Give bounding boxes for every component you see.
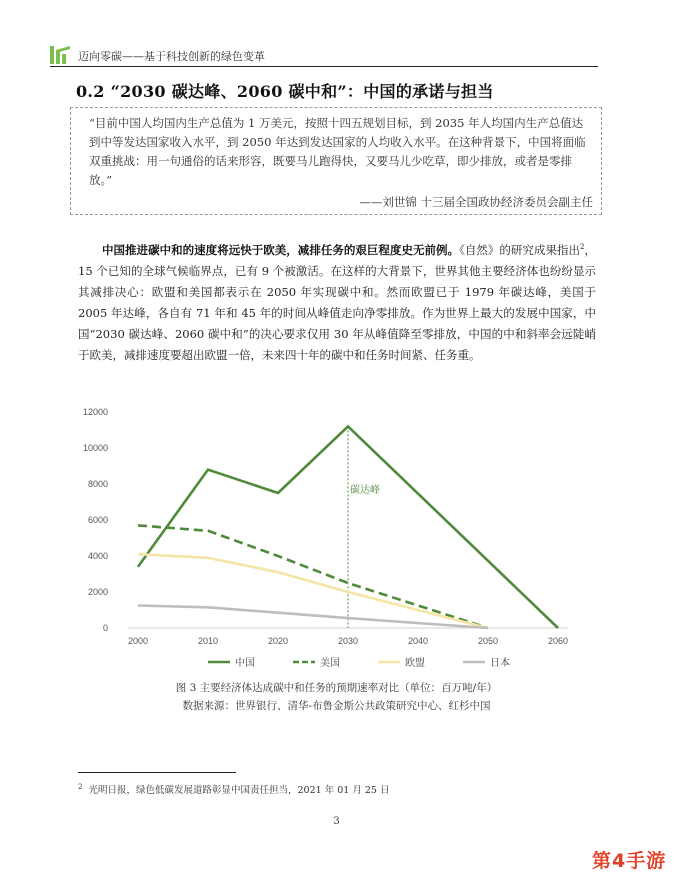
y-tick-label: 2000 — [87, 587, 108, 597]
quote-text: “目前中国人均国内生产总值为 1 万美元，按照十四五规划目标，到 2035 年人均国内生产总值达到中等发达国家收入水平，到 2050 年达到发达国家的人均收入水平。在这种背景下，中国将面临双重挑战：用一句通俗的话来形容，既要马儿跑得快，又要马儿少吃草，即少排放，或者是零排放。” — [89, 116, 586, 187]
x-tick-label: 2050 — [477, 636, 499, 646]
series-line-2 — [138, 554, 488, 628]
quote-attribution: ——刘世锦 十三届全国政协经济委员会副主任 — [359, 195, 593, 209]
section-title: 0.2 “2030 碳达峰、2060 碳中和”：中国的承诺与担当 — [76, 82, 494, 101]
y-tick-label: 10000 — [82, 443, 108, 453]
header-rule — [50, 66, 598, 67]
footnote-text: 光明日报，绿色低碳发展道路彰显中国责任担当，2021 年 01 月 25 日 — [88, 785, 390, 796]
emissions-line-chart — [78, 400, 598, 680]
series-line-1 — [138, 525, 488, 628]
logo-icon — [50, 46, 70, 64]
lead-sentence: 中国推进碳中和的速度将远快于欧美，减排任务的艰巨程度史无前例。 — [102, 242, 460, 257]
series-line-3 — [138, 606, 488, 629]
body-text-1: 《自然》的研究成果指出 — [459, 242, 581, 257]
y-tick-label: 4000 — [87, 551, 108, 561]
body-paragraph — [78, 237, 596, 366]
legend-label: 美国 — [320, 658, 340, 669]
x-tick-label: 2020 — [267, 636, 289, 646]
x-tick-label: 2040 — [407, 636, 429, 646]
figure-source: 数据来源：世界银行、清华-布鲁金斯公共政策研究中心、红杉中国 — [182, 700, 491, 712]
quote-box — [70, 107, 602, 215]
y-tick-label: 8000 — [87, 479, 108, 489]
x-tick-label: 2060 — [547, 636, 569, 646]
header-title: 迈向零碳——基于科技创新的绿色变革 — [78, 50, 265, 63]
y-tick-label: 12000 — [82, 407, 108, 417]
page-number: 3 — [333, 816, 340, 827]
annotation-peak-label: 碳达峰 — [350, 485, 380, 496]
legend-label: 中国 — [235, 658, 255, 669]
watermark-logo: 第4手游 — [592, 850, 667, 872]
figure-caption: 图 3 主要经济体达成碳中和任务的预期速率对比（单位：百万吨/年） — [175, 682, 498, 694]
legend-label: 欧盟 — [405, 658, 425, 669]
y-tick-label: 0 — [102, 623, 108, 633]
x-tick-label: 2010 — [197, 636, 219, 646]
body-text-2: ，15 个已知的全球气候临界点，已有 9 个被激活。在这样的大背景下，世界其他主要经济体也纷纷显示其减排决心：欧盟和美国都表示在 2050 年实现碳中和。然而欧盟已于 1979 年碳达峰，美国于 2005 年达峰，各自有 71 年和 45 年的时间从峰值走向净零排放。作为世界上最大的发展中国家，中国“2030 碳达峰、2060 碳中和”的决心要求仅用 30 年从峰值降至零排放，中国的中和斜率会远陡峭于欧美，减排速度要超出欧盟一倍，未来四十年的碳中和任务时间紧、任务重。 — [78, 242, 597, 362]
footnote — [78, 782, 389, 796]
legend-label: 日本 — [490, 658, 510, 669]
x-tick-label: 2030 — [337, 636, 359, 646]
x-tick-label: 2000 — [127, 636, 149, 646]
y-tick-label: 6000 — [87, 515, 108, 525]
footnote-marker: 2 — [78, 782, 83, 791]
footnote-rule — [78, 772, 236, 773]
footnote-ref[interactable]: 2 — [580, 243, 585, 251]
page-header — [50, 44, 598, 68]
